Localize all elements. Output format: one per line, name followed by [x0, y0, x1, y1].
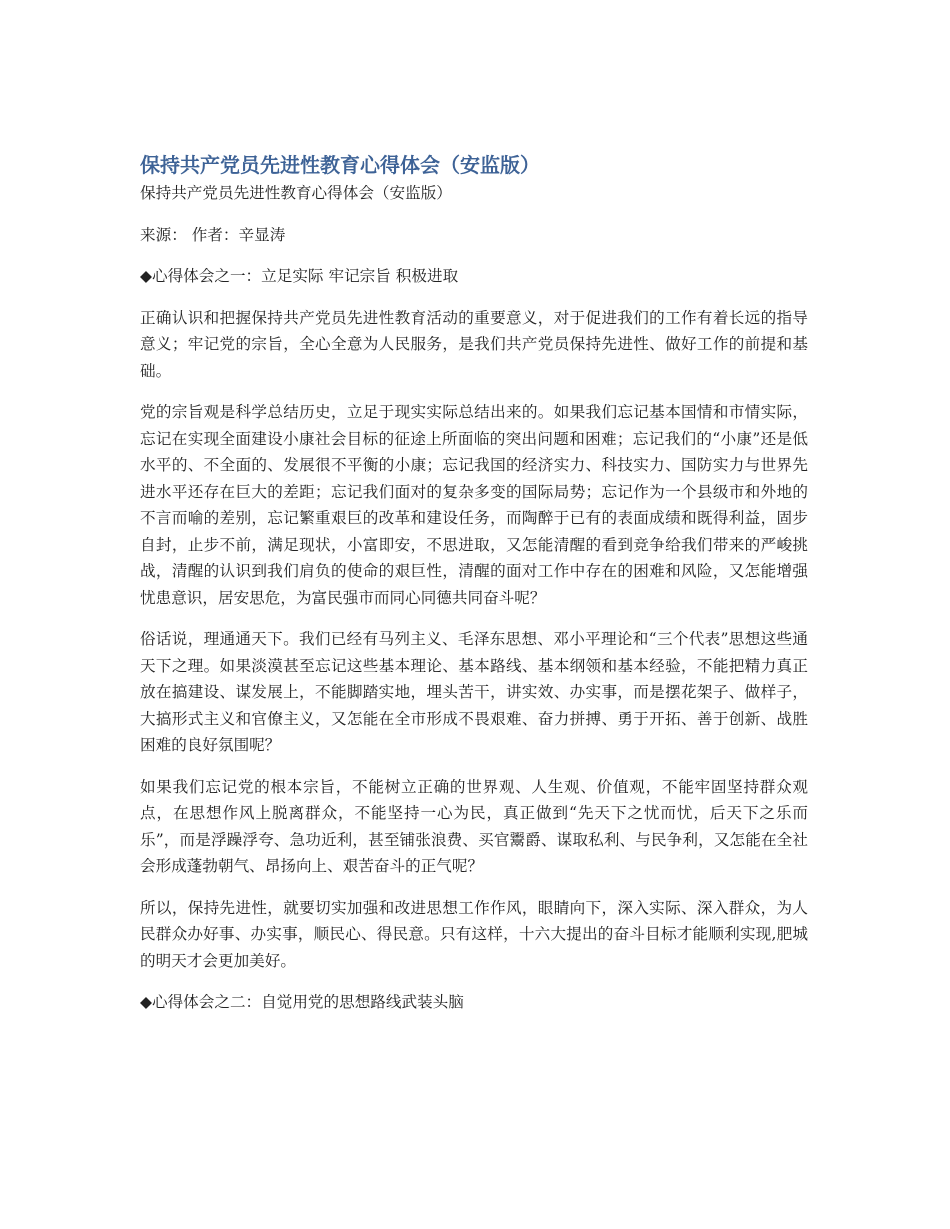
document-subtitle: 保持共产党员先进性教育心得体会（安监版）: [140, 184, 452, 202]
document-title: 保持共产党员先进性教育心得体会（安监版）: [140, 153, 540, 177]
paragraph-2: 党的宗旨观是科学总结历史，立足于现实实际总结出来的。如果我们忘记基本国情和市情实际，忘记在实现全面建设小康社会目标的征途上所面临的突出问题和困难；忘记我们的“小康”还是低水平的、不全面的、发展很不平衡的小康；忘记我国的经济实力、科技实力、国防实力与世界先进水平还存在巨大的差距；忘记我们面对的复杂多变的国际局势；忘记作为一个县级市和外地的不言而喻的差别，忘记繁重艰巨的改革和建设任务，而陶醉于已有的表面成绩和既得利益，固步自封，止步不前，满足现状，小富即安，不思进取，又怎能清醒的看到竞争给我们带来的严峻挑战，清醒的认识到我们肩负的使命的艰巨性，清醒的面对工作中存在的困难和风险，又怎能增强忧患意识，居安思危，为富民强市而同心同德共同奋斗呢？: [140, 403, 808, 607]
source-author-line: 来源： 作者：辛显涛: [140, 225, 286, 244]
paragraph-4: 如果我们忘记党的根本宗旨，不能树立正确的世界观、人生观、价值观，不能牢固坚持群众观点，在思想作风上脱离群众，不能坚持一心为民，真正做到“先天下之忧而忧，后天下之乐而乐”，而是浮躁浮夸、急功近利，甚至铺张浪费、买官鬻爵、谋取私利、与民争利，又怎能在全社会形成蓬勃朝气、昂扬向上、艰苦奋斗的正气呢？: [140, 777, 808, 875]
paragraph-5: 所以，保持先进性，就要切实加强和改进思想工作作风，眼睛向下，深入实际、深入群众，为人民群众办好事、办实事，顺民心、得民意。只有这样，十六大提出的奋斗目标才能顺利实现,肥城的明天才会更加美好。: [140, 898, 808, 970]
paragraph-3: 俗话说，理通通天下。我们已经有马列主义、毛泽东思想、邓小平理论和“三个代表”思想这些通天下之理。如果淡漠甚至忘记这些基本理论、基本路线、基本纲领和基本经验，不能把精力真正放在搞建设、谋发展上，不能脚踏实地，埋头苦干，讲实效、办实事，而是摆花架子、做样子，大搞形式主义和官僚主义，又怎能在全市形成不畏艰难、奋力拼搏、勇于开拓、善于创新、战胜困难的良好氛围呢？: [140, 630, 808, 754]
section-heading-1: ◆心得体会之一：立足实际 牢记宗旨 积极进取: [140, 267, 459, 285]
document-page: [140, 148, 808, 1031]
paragraph-1: 正确认识和把握保持共产党员先进性教育活动的重要意义，对于促进我们的工作有着长远的指导意义；牢记党的宗旨，全心全意为人民服务，是我们共产党员保持先进性、做好工作的前提和基础。: [140, 308, 808, 380]
section-heading-2: ◆心得体会之二：自觉用党的思想路线武装头脑: [140, 993, 464, 1011]
